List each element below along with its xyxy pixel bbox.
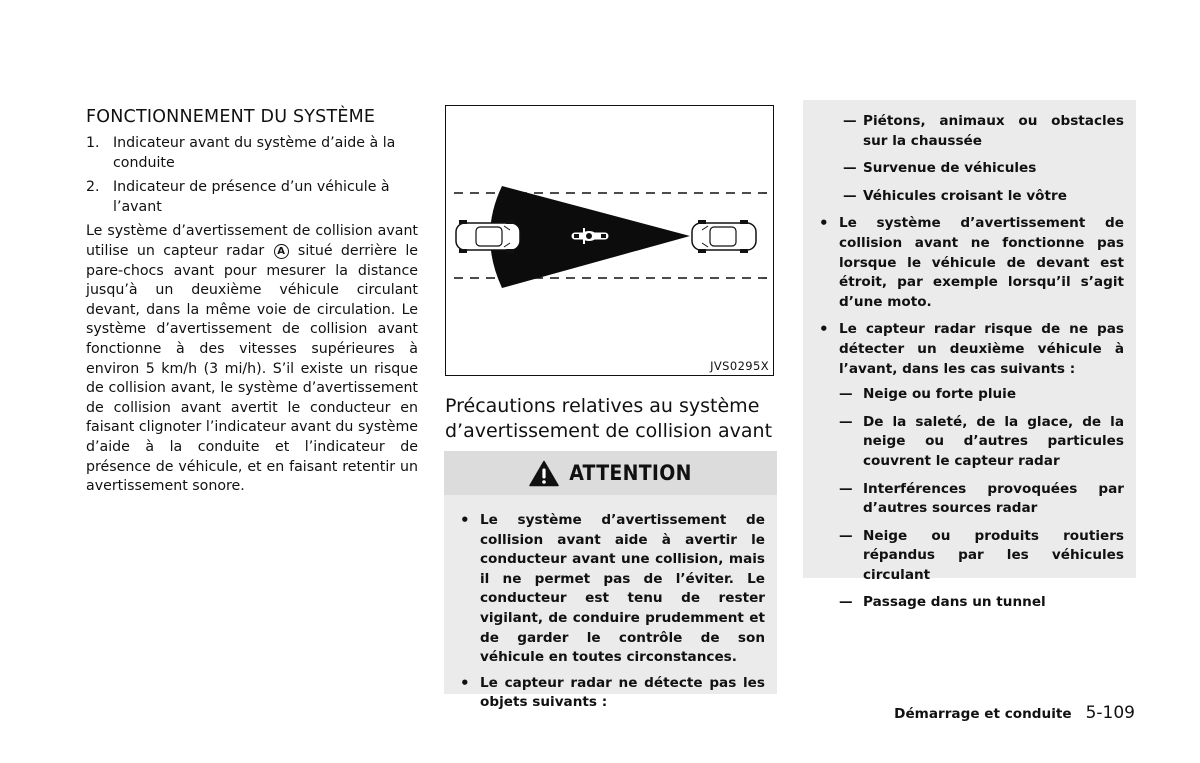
section-name: Démarrage et conduite	[894, 706, 1072, 722]
dash-text: Véhicules croisant le vôtre	[863, 187, 1067, 204]
dash-mark: —	[843, 113, 857, 129]
lead-car-icon	[692, 220, 756, 253]
dash-mark: —	[839, 480, 853, 497]
ego-car-icon	[456, 220, 520, 253]
attention-header	[444, 451, 777, 495]
page-number: 5-109	[1085, 703, 1135, 723]
radar-diagram-svg	[446, 106, 775, 377]
item-text: Indicateur avant du système d’aide à la conduite	[113, 135, 396, 171]
figure-code: JVS0295X	[710, 359, 769, 373]
item-text: Indicateur de présence d’un véhicule à l’avant	[113, 179, 390, 215]
dash-item	[839, 413, 1124, 472]
dash-text: De la saleté, de la glace, de la neige ou d’autres particules couvrent le capteur radar	[863, 413, 1124, 469]
radar-diagram	[445, 105, 774, 376]
bullet-text: Le capteur radar risque de ne pas détecter un deuxième véhicule à l’avant, dans les cas suivants :	[839, 321, 1124, 377]
dash-mark: —	[843, 187, 857, 204]
dash-item	[839, 593, 1124, 613]
dash-text: Piétons, animaux ou obstacles sur la chaussée	[863, 113, 1124, 149]
list-item	[86, 178, 418, 217]
dash-text: Passage dans un tunnel	[863, 594, 1046, 611]
attention-box	[444, 451, 777, 711]
detection-issue-list	[839, 385, 1124, 613]
bullet-item: • Le capteur radar ne détecte pas les objets suivants :	[458, 674, 765, 713]
dash-text: Interférences provoquées par d’autres sources radar	[863, 480, 1124, 517]
dash-item	[817, 159, 1124, 179]
dash-mark: —	[839, 594, 853, 611]
dash-item	[839, 527, 1124, 586]
attention-bullets	[458, 511, 765, 713]
attention-label: ATTENTION	[569, 461, 692, 485]
system-operation-section	[86, 106, 418, 497]
page-footer	[880, 703, 1135, 723]
description-part-1: Le système d’avertissement de collision avant utilise un capteur radar	[86, 223, 418, 259]
dash-item	[839, 385, 1124, 405]
system-description	[86, 222, 418, 496]
dash-item	[817, 187, 1124, 207]
list-item	[86, 134, 418, 173]
description-part-2: situé derrière le pare-chocs avant pour mesurer la distance jusqu’à un deuxième véhicule circulant devant, dans la même voie de circulation. Le système d’avertissement de collision avant fonctionne à des vitesses supérieures à environ 5 km/h (3 mi/h). S’il existe un risque de collision avant, le système d’avertissement de collision avant avertit le conducteur en faisant clignoter l’indicateur avant du système d’aide à la conduite et l’indicateur de présence de véhicule, et en faisant retentir un avertissement sonore.	[86, 242, 418, 495]
bullet-item	[817, 320, 1124, 613]
attention-continued-box	[803, 100, 1136, 611]
sensor-marker-a: A	[274, 244, 289, 259]
item-number: 2.	[86, 179, 100, 196]
bullet-item: • Le système d’avertissement de collision avant aide à avertir le conducteur avant une collision, mais il ne permet pas de l’éviter. Le conducteur est tenu de rester vigilant, de conduire prudemment et de garder le contrôle de son véhicule en toutes circonstances.	[458, 511, 765, 668]
dash-mark: —	[839, 413, 853, 430]
precautions-title: Précautions relatives au système d’avertissement de collision avant	[445, 395, 773, 442]
dash-mark: —	[839, 527, 853, 544]
continued-bullets	[817, 214, 1124, 613]
dash-mark: —	[839, 386, 853, 403]
indicator-list	[86, 134, 418, 217]
warning-triangle-icon	[529, 460, 559, 487]
dash-item	[839, 480, 1124, 519]
dash-item	[817, 112, 1124, 151]
dash-text: Neige ou forte pluie	[863, 386, 1017, 403]
bullet-text: Le système d’avertissement de collision avant ne fonctionne pas lorsque le véhicule de devant est étroit, par exemple lorsqu’il s’agit d’une moto.	[839, 215, 1124, 310]
bullet-item	[817, 214, 1124, 312]
dash-text: Survenue de véhicules	[863, 160, 1037, 177]
attention-body	[444, 495, 777, 713]
undetected-objects-list	[817, 112, 1124, 206]
dash-mark: —	[843, 160, 857, 177]
item-number: 1.	[86, 135, 100, 151]
section-title: FONCTIONNEMENT DU SYSTÈME	[86, 107, 376, 127]
dash-text: Neige ou produits routiers répandus par les véhicules circulant	[863, 527, 1124, 583]
